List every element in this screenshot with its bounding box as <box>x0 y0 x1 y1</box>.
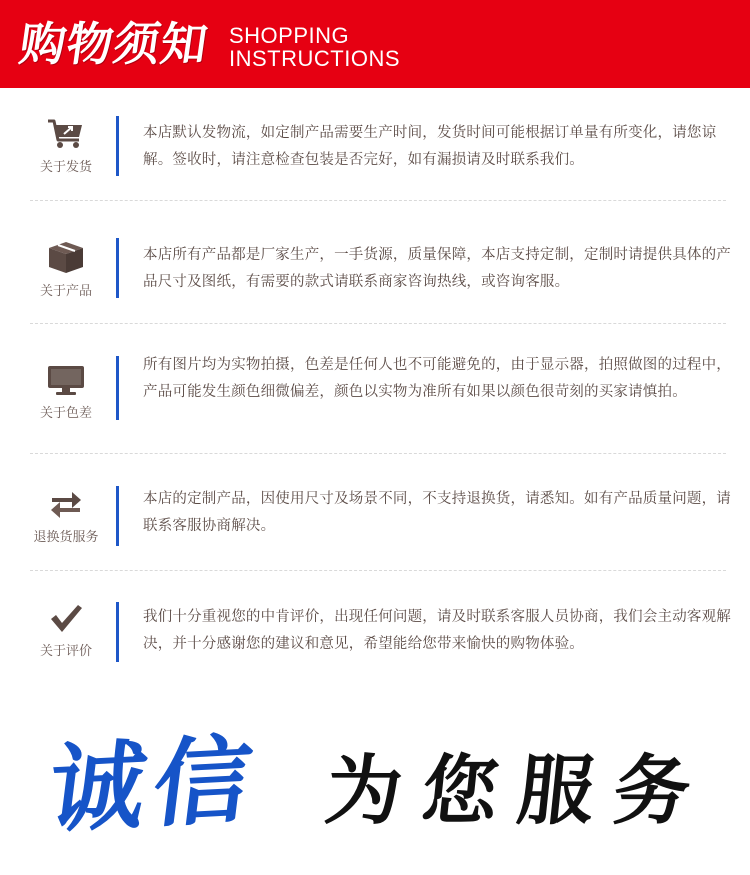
exchange-arrows-icon <box>20 488 112 520</box>
divider <box>30 323 726 324</box>
box-icon <box>20 240 112 274</box>
slogan-black-text: 为您服务 <box>321 746 715 835</box>
banner-title-en-line1: SHOPPING <box>229 23 350 48</box>
section-text: 我们十分重视您的中肯评价，出现任何问题，请及时联系客服人员协商，我们会主动客观解决，并十分感谢您的建议和意见，希望能给您带来愉快的购物体验。 <box>143 609 731 652</box>
section-text: 所有图片均为实物拍摄，色差是任何人也不可能避免的，由于显示器，拍照做图的过程中，产品可能发生颜色细微偏差，颜色以实物为准所有如果以颜色很苛刻的买家请慎拍。 <box>143 357 731 400</box>
section-icon-box <box>20 118 112 175</box>
checkmark-icon <box>20 602 112 634</box>
section-label: 关于色差 <box>39 406 92 421</box>
accent-bar <box>116 116 119 176</box>
section-label: 关于评价 <box>39 644 92 659</box>
section-label: 关于产品 <box>39 284 92 299</box>
section-label: 退换货服务 <box>33 530 99 545</box>
section-text: 本店默认发物流，如定制产品需要生产时间，发货时间可能根据订单量有所变化，请您谅解。签收时，请注意检查包装是否完好，如有漏损请及时联系我们。 <box>143 125 717 168</box>
section-icon-box <box>20 364 112 421</box>
banner-title-en <box>229 24 400 70</box>
header-banner <box>0 0 750 88</box>
section-label: 关于发货 <box>39 160 92 175</box>
divider <box>30 570 726 571</box>
cart-icon <box>20 118 112 150</box>
accent-bar <box>116 356 119 420</box>
accent-bar <box>116 602 119 662</box>
slogan-blue-text: 诚信 <box>42 723 266 847</box>
section-icon-box <box>20 240 112 299</box>
accent-bar <box>116 238 119 298</box>
section-text: 本店所有产品都是厂家生产，一手货源，质量保障，本店支持定制，定制时请提供具体的产品尺寸及图纸，有需要的款式请联系商家咨询热线，或咨询客服。 <box>143 247 731 290</box>
banner-title-en-line2: INSTRUCTIONS <box>229 46 400 71</box>
section-text: 本店的定制产品，因使用尺寸及场景不同，不支持退换货，请悉知。如有产品质量问题，请联系客服协商解决。 <box>143 491 731 534</box>
section-icon-box <box>20 602 112 659</box>
divider <box>30 453 726 454</box>
monitor-icon <box>20 364 112 396</box>
accent-bar <box>116 486 119 546</box>
divider <box>30 200 726 201</box>
slogan <box>0 722 750 852</box>
section-icon-box <box>20 488 112 545</box>
banner-title-cn: 购物须知 <box>16 17 212 71</box>
